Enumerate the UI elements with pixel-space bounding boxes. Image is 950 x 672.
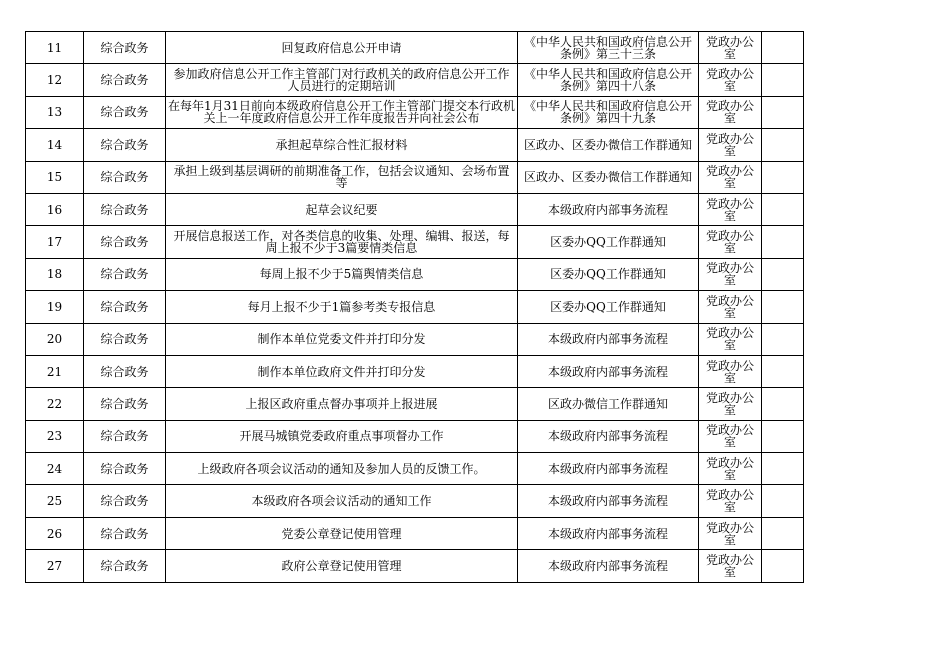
category-cell: 综合政务 [84, 129, 166, 161]
task-cell: 起草会议纪要 [166, 193, 518, 225]
row-number-cell: 17 [26, 226, 84, 258]
row-number-cell: 13 [26, 96, 84, 128]
duty-table [25, 31, 804, 583]
row-number-cell: 25 [26, 485, 84, 517]
row-number-cell: 18 [26, 258, 84, 290]
category-cell: 综合政务 [84, 323, 166, 355]
category-cell: 综合政务 [84, 355, 166, 387]
note-cell [762, 291, 804, 323]
department-cell: 党政办公室 [699, 258, 762, 290]
category-cell: 综合政务 [84, 258, 166, 290]
task-cell: 上报区政府重点督办事项并上报进展 [166, 388, 518, 420]
department-cell: 党政办公室 [699, 161, 762, 193]
note-cell [762, 323, 804, 355]
basis-cell: 区政办、区委办微信工作群通知 [518, 129, 699, 161]
department-cell: 党政办公室 [699, 32, 762, 64]
category-cell: 综合政务 [84, 388, 166, 420]
basis-cell: 区委办QQ工作群通知 [518, 258, 699, 290]
task-cell: 在每年1月31日前向本级政府信息公开工作主管部门提交本行政机关上一年度政府信息公开工作年度报告并向社会公布 [166, 96, 518, 128]
note-cell [762, 226, 804, 258]
table-row [26, 485, 804, 517]
row-number-cell: 11 [26, 32, 84, 64]
task-cell: 每月上报不少于1篇参考类专报信息 [166, 291, 518, 323]
table-row [26, 193, 804, 225]
task-cell: 承担起草综合性汇报材料 [166, 129, 518, 161]
category-cell: 综合政务 [84, 485, 166, 517]
task-cell: 本级政府各项会议活动的通知工作 [166, 485, 518, 517]
category-cell: 综合政务 [84, 32, 166, 64]
basis-cell: 本级政府内部事务流程 [518, 420, 699, 452]
basis-cell: 本级政府内部事务流程 [518, 550, 699, 582]
department-cell: 党政办公室 [699, 485, 762, 517]
category-cell: 综合政务 [84, 96, 166, 128]
basis-cell: 区政办微信工作群通知 [518, 388, 699, 420]
basis-cell: 区政办、区委办微信工作群通知 [518, 161, 699, 193]
basis-cell: 本级政府内部事务流程 [518, 517, 699, 549]
task-cell: 开展信息报送工作，对各类信息的收集、处理、编辑、报送，每周上报不少于3篇要情类信息 [166, 226, 518, 258]
row-number-cell: 22 [26, 388, 84, 420]
table-row [26, 517, 804, 549]
row-number-cell: 15 [26, 161, 84, 193]
task-cell: 上级政府各项会议活动的通知及参加人员的反馈工作。 [166, 453, 518, 485]
task-cell: 参加政府信息公开工作主管部门对行政机关的政府信息公开工作人员进行的定期培训 [166, 64, 518, 96]
note-cell [762, 258, 804, 290]
basis-cell: 本级政府内部事务流程 [518, 355, 699, 387]
task-cell: 承担上级到基层调研的前期准备工作，包括会议通知、会场布置等 [166, 161, 518, 193]
category-cell: 综合政务 [84, 550, 166, 582]
table-row [26, 96, 804, 128]
category-cell: 综合政务 [84, 517, 166, 549]
basis-cell: 本级政府内部事务流程 [518, 485, 699, 517]
basis-cell: 《中华人民共和国政府信息公开条例》第三十三条 [518, 32, 699, 64]
department-cell: 党政办公室 [699, 129, 762, 161]
note-cell [762, 517, 804, 549]
department-cell: 党政办公室 [699, 517, 762, 549]
task-cell: 制作本单位政府文件并打印分发 [166, 355, 518, 387]
note-cell [762, 388, 804, 420]
basis-cell: 区委办QQ工作群通知 [518, 291, 699, 323]
department-cell: 党政办公室 [699, 420, 762, 452]
basis-cell: 区委办QQ工作群通知 [518, 226, 699, 258]
table-row [26, 355, 804, 387]
category-cell: 综合政务 [84, 291, 166, 323]
table-row [26, 550, 804, 582]
basis-cell: 本级政府内部事务流程 [518, 193, 699, 225]
category-cell: 综合政务 [84, 193, 166, 225]
table-row [26, 258, 804, 290]
row-number-cell: 16 [26, 193, 84, 225]
row-number-cell: 14 [26, 129, 84, 161]
department-cell: 党政办公室 [699, 388, 762, 420]
table-row [26, 226, 804, 258]
table-row [26, 388, 804, 420]
note-cell [762, 550, 804, 582]
table-row [26, 161, 804, 193]
basis-cell: 《中华人民共和国政府信息公开条例》第四十八条 [518, 64, 699, 96]
row-number-cell: 19 [26, 291, 84, 323]
note-cell [762, 355, 804, 387]
basis-cell: 《中华人民共和国政府信息公开条例》第四十九条 [518, 96, 699, 128]
task-cell: 政府公章登记使用管理 [166, 550, 518, 582]
department-cell: 党政办公室 [699, 355, 762, 387]
table-row [26, 453, 804, 485]
table-row [26, 64, 804, 96]
row-number-cell: 23 [26, 420, 84, 452]
note-cell [762, 129, 804, 161]
table-body [26, 32, 804, 583]
note-cell [762, 453, 804, 485]
note-cell [762, 96, 804, 128]
note-cell [762, 161, 804, 193]
row-number-cell: 24 [26, 453, 84, 485]
department-cell: 党政办公室 [699, 96, 762, 128]
task-cell: 每周上报不少于5篇舆情类信息 [166, 258, 518, 290]
note-cell [762, 193, 804, 225]
table-row [26, 323, 804, 355]
row-number-cell: 12 [26, 64, 84, 96]
department-cell: 党政办公室 [699, 323, 762, 355]
department-cell: 党政办公室 [699, 64, 762, 96]
row-number-cell: 27 [26, 550, 84, 582]
table-row [26, 129, 804, 161]
table-row [26, 420, 804, 452]
note-cell [762, 64, 804, 96]
department-cell: 党政办公室 [699, 291, 762, 323]
task-cell: 制作本单位党委文件并打印分发 [166, 323, 518, 355]
basis-cell: 本级政府内部事务流程 [518, 453, 699, 485]
category-cell: 综合政务 [84, 161, 166, 193]
row-number-cell: 21 [26, 355, 84, 387]
category-cell: 综合政务 [84, 420, 166, 452]
row-number-cell: 20 [26, 323, 84, 355]
note-cell [762, 32, 804, 64]
table-row [26, 32, 804, 64]
category-cell: 综合政务 [84, 226, 166, 258]
note-cell [762, 485, 804, 517]
department-cell: 党政办公室 [699, 193, 762, 225]
task-cell: 回复政府信息公开申请 [166, 32, 518, 64]
category-cell: 综合政务 [84, 64, 166, 96]
category-cell: 综合政务 [84, 453, 166, 485]
note-cell [762, 420, 804, 452]
department-cell: 党政办公室 [699, 550, 762, 582]
table-row [26, 291, 804, 323]
department-cell: 党政办公室 [699, 453, 762, 485]
task-cell: 党委公章登记使用管理 [166, 517, 518, 549]
task-cell: 开展马城镇党委政府重点事项督办工作 [166, 420, 518, 452]
department-cell: 党政办公室 [699, 226, 762, 258]
row-number-cell: 26 [26, 517, 84, 549]
basis-cell: 本级政府内部事务流程 [518, 323, 699, 355]
